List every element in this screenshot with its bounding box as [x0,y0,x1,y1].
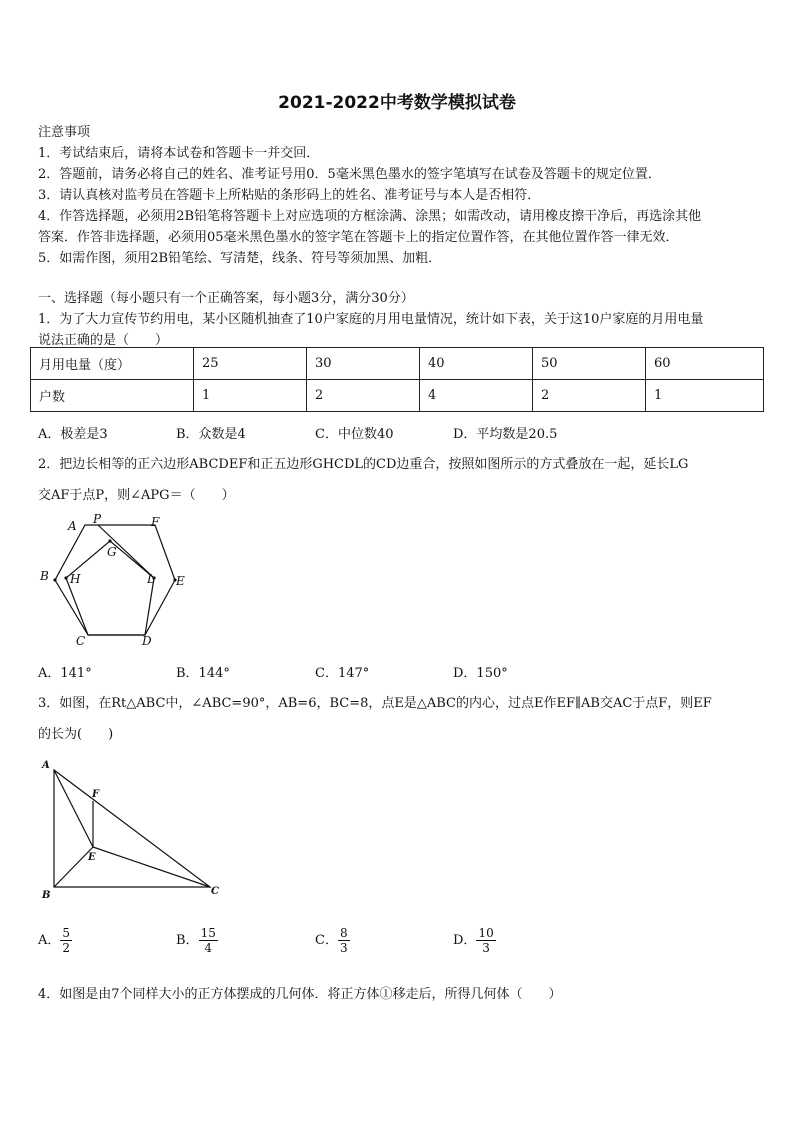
fig3-label: A [42,760,50,771]
table-cell: 40 [420,348,533,380]
q1-option-a: A．极差是3 [38,427,108,442]
q1-text: 1．为了大力宣传节约用电，某小区随机抽查了10户家庭的月用电量情况，统计如下表，关于这10户家庭的月用电量 [38,312,704,327]
notice-item-2: 2．答题前，请务必将自己的姓名、准考证号用0．5毫米黑色墨水的签字笔填写在试卷及答题卡的规定位置． [38,167,661,182]
fig3-label: C [211,886,219,897]
fig2-label: B [40,569,49,583]
fraction [199,926,218,955]
table-cell: 1 [646,380,764,412]
table-cell: 1 [194,380,307,412]
q3-text: 3．如图，在Rt△ABC中，∠ABC=90°，AB=6，BC=8，点E是△ABC的内心，过点E作EF∥AB交AC于点F，则EF [38,696,712,711]
q2-text-cont: 交AF于点P，则∠APG＝（ ） [38,488,235,503]
option-letter: C． [315,933,338,948]
fig2-label: F [151,515,160,529]
q1-option-d: D．平均数是20.5 [453,427,558,442]
denominator: 3 [339,941,348,955]
table-row [31,348,764,380]
fig3-label: E [88,852,96,863]
hexagon-pentagon-figure [30,508,200,653]
fig3-label: B [42,890,51,901]
section-heading: 一、选择题（每小题只有一个正确答案，每小题3分，满分30分） [38,291,414,306]
q4-text: 4．如图是由7个同样大小的正方体摆成的几何体．将正方体①移走后，所得几何体（ ） [38,987,562,1002]
fig2-label: C [76,634,86,648]
table-cell: 户数 [31,380,194,412]
fig3-label: F [92,789,100,800]
numerator: 8 [339,926,348,940]
numerator: 5 [62,926,71,940]
table-cell: 60 [646,348,764,380]
fraction [60,926,72,955]
fig2-label: L [147,572,155,586]
q3-option-a [38,926,72,955]
q2-text: 2．把边长相等的正六边形ABCDEF和正五边形GHCDL的CD边重合，按照如图所示的方式叠放在一起，延长LG [38,457,689,472]
table-cell: 2 [533,380,646,412]
option-letter: B． [176,933,199,948]
denominator: 2 [62,941,71,955]
usage-table [30,347,764,412]
q1-option-b: B．众数是4 [176,427,246,442]
fig2-label: G [107,545,117,559]
numerator: 10 [478,926,494,940]
denominator: 3 [482,941,490,955]
q2-option-a: A．141° [38,666,92,681]
table-cell: 30 [307,348,420,380]
table-cell: 4 [420,380,533,412]
fig2-label: P [93,512,102,526]
fig2-label: E [176,574,185,588]
q1-option-c: C．中位数40 [315,427,394,442]
q2-option-b: B．144° [176,666,230,681]
fig2-label: H [70,572,81,586]
q1-text-cont: 说法正确的是（ ） [38,333,169,348]
option-letter: A． [38,933,61,948]
notice-item-4: 4．作答选择题，必须用2B铅笔将答题卡上对应选项的方框涂满、涂黑；如需改动，请用橡皮擦干净后，再选涂其他 [38,209,702,224]
q3-text-cont: 的长为( ) [38,727,114,742]
table-cell: 2 [307,380,420,412]
fig2-label: A [68,519,77,533]
triangle-figure [30,752,230,902]
notice-item-4-cont: 答案．作答非选择题，必须用05毫米黑色墨水的签字笔在答题卡上的指定位置作答，在其他位置作答一律无效． [38,230,679,245]
notice-item-3: 3．请认真核对监考员在答题卡上所粘贴的条形码上的姓名、准考证号与本人是否相符． [38,188,541,203]
q2-option-d: D．150° [453,666,508,681]
option-letter: D． [453,933,477,948]
fraction [476,926,495,955]
q3-option-d [453,926,496,955]
notice-item-1: 1．考试结束后，请将本试卷和答题卡一并交回． [38,146,320,161]
denominator: 4 [204,941,213,955]
notice-heading: 注意事项 [38,125,91,140]
q3-option-b [176,926,218,955]
table-cell: 月用电量（度） [31,348,194,380]
table-cell: 50 [533,348,646,380]
fig2-label: D [142,634,152,648]
q3-option-c [315,926,350,955]
q2-option-c: C．147° [315,666,370,681]
table-cell: 25 [194,348,307,380]
page-title: 2021-2022中考数学模拟试卷 [278,93,516,113]
numerator: 15 [200,926,216,940]
table-row [31,380,764,412]
notice-item-5: 5．如需作图，须用2B铅笔绘、写清楚，线条、符号等须加黑、加粗． [38,251,442,266]
fraction [338,926,350,955]
